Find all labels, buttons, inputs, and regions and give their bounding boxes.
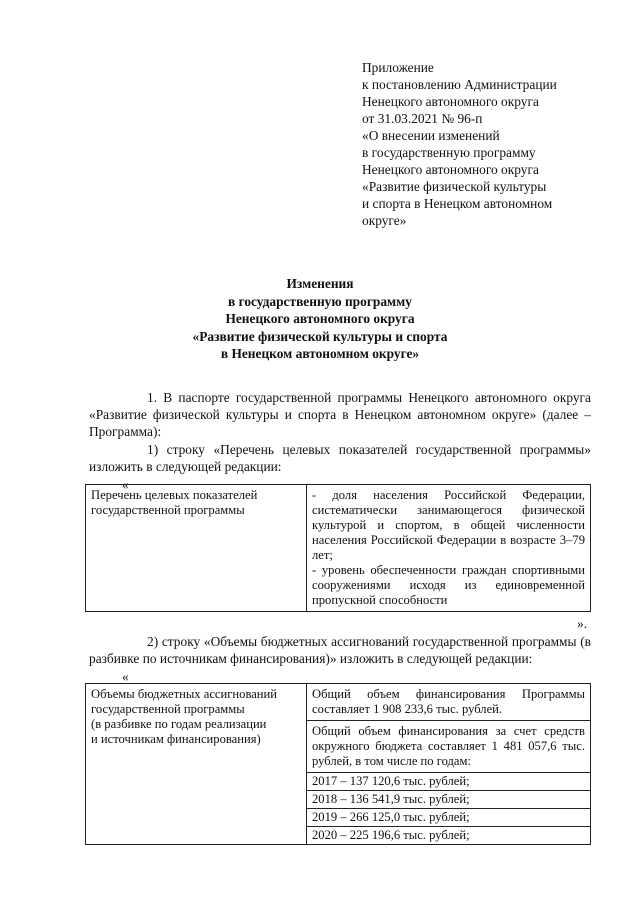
annex-line: от 31.03.2021 № 96-п bbox=[362, 111, 483, 126]
funding-year: 2019 – 266 125,0 тыс. рублей; bbox=[307, 809, 590, 827]
annex-line: округе» bbox=[362, 213, 407, 228]
funding-label-line: (в разбивке по годам реализации bbox=[91, 717, 267, 731]
quote-close-mark: ». bbox=[577, 616, 588, 631]
paragraph-1-item-2: 2) строку «Объемы бюджетных ассигнований государственной программы (в разбивке по источникам финансирования)» изложить в следующей редакции: bbox=[89, 634, 591, 666]
annex-line: Ненецкого автономного округа bbox=[362, 162, 539, 177]
funding-year: 2017 – 137 120,6 тыс. рублей; bbox=[307, 773, 590, 791]
title-line: «Развитие физической культуры и спорта bbox=[192, 328, 448, 344]
document-title bbox=[80, 275, 560, 363]
funding-value-cell bbox=[307, 684, 591, 845]
funding-year: 2020 – 225 196,6 тыс. рублей; bbox=[312, 828, 470, 842]
funding-total: Общий объем финансирования Программы составляет 1 908 233,6 тыс. рублей. bbox=[307, 684, 590, 721]
funding-label-cell bbox=[86, 684, 307, 845]
funding-regional: Общий объем финансирования за счет средств окружного бюджета составляет 1 481 057,6 тыс. рублей, в том числе по годам: bbox=[307, 721, 590, 773]
funding-label-line: государственной программы bbox=[91, 702, 245, 716]
paragraph-1: 1. В паспорте государственной программы Ненецкого автономного округа «Развитие физической культуры и спорта в Ненецком автономном округе» (далее – Программа): bbox=[89, 390, 591, 439]
title-line: в государственную программу bbox=[228, 293, 412, 309]
indicator-item: - уровень обеспеченности граждан спортивными сооружениями исходя из единовременной пропускной способности bbox=[312, 563, 585, 607]
annex-line: «О внесении изменений bbox=[362, 128, 500, 143]
annex-line: к постановлению Администрации bbox=[362, 77, 557, 92]
quote-open-mark: « bbox=[122, 477, 129, 492]
annex-line: «Развитие физической культуры bbox=[362, 179, 547, 194]
funding-year: 2018 – 136 541,9 тыс. рублей; bbox=[307, 791, 590, 809]
indicators-table bbox=[85, 484, 591, 612]
annex-line: и спорта в Ненецком автономном bbox=[362, 196, 553, 211]
paragraph-1-item-1: 1) строку «Перечень целевых показателей государственной программы» изложить в следующей редакции: bbox=[89, 442, 591, 474]
funding-label-line: и источникам финансирования) bbox=[91, 732, 261, 746]
indicators-label-cell: Перечень целевых показателей государственной программы bbox=[86, 485, 307, 612]
annex-line: Приложение bbox=[362, 60, 434, 75]
annex-line: в государственную программу bbox=[362, 145, 536, 160]
funding-table bbox=[85, 683, 591, 845]
annex-line: Ненецкого автономного округа bbox=[362, 94, 539, 109]
annex-header bbox=[362, 59, 612, 229]
quote-open-mark-2: « bbox=[122, 669, 129, 684]
table-row bbox=[86, 485, 591, 612]
title-line: Изменения bbox=[286, 276, 354, 291]
title-line: в Ненецком автономном округе» bbox=[220, 346, 420, 361]
indicators-value-cell bbox=[307, 485, 591, 612]
title-line: Ненецкого автономного округа bbox=[225, 311, 415, 326]
indicator-item: - доля населения Российской Федерации, систематически занимающегося физической культурой и спортом, в общей численности населения Российской Федерации в возрасте 3–79 лет; bbox=[312, 488, 585, 562]
table-row bbox=[86, 684, 591, 845]
funding-label-line: Объемы бюджетных ассигнований bbox=[91, 687, 278, 701]
